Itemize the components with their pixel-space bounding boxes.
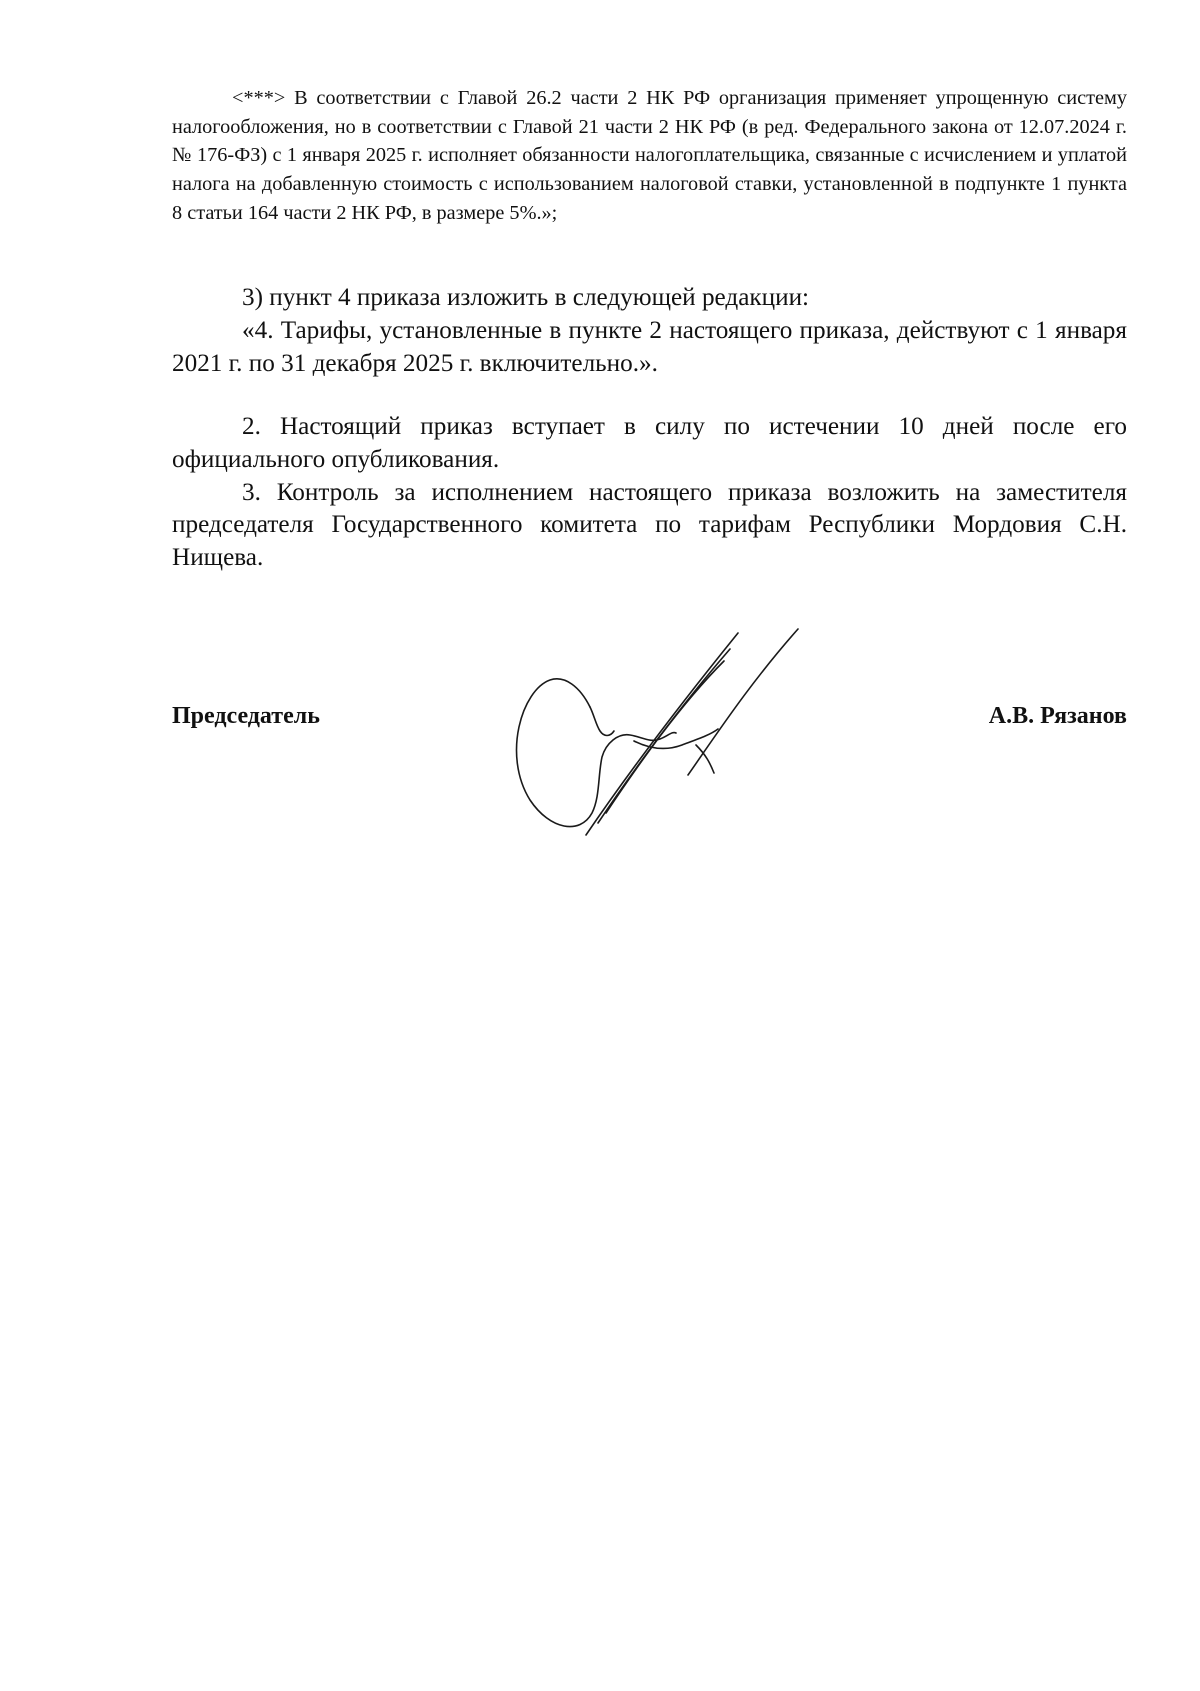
final-item-2: 2. Настоящий приказ вступает в силу по истечении 10 дней после его официального опубликования. bbox=[172, 413, 1127, 473]
footnote-section bbox=[172, 84, 1127, 228]
final-provisions-section bbox=[172, 411, 1127, 575]
signature-loop-stroke bbox=[517, 679, 676, 827]
signature-hook-stroke bbox=[590, 707, 614, 736]
amendment-item-3-quote: «4. Тарифы, установленные в пункте 2 настоящего приказа, действуют с 1 января 2021 г. по 31 декабря 2025 г. включительно.». bbox=[172, 316, 1127, 377]
final-item-3: 3. Контроль за исполнением настоящего приказа возложить на заместителя председателя Государственного комитета по тарифам Республики Мордовия С.Н. Нищева. bbox=[172, 478, 1127, 572]
amendment-item-3: 3) пункт 4 приказа изложить в следующей редакции: bbox=[242, 284, 810, 311]
signature-diagonal-stroke-4 bbox=[688, 629, 798, 775]
signatory-position: Председатель bbox=[172, 703, 320, 729]
signatory-name: А.В. Рязанов bbox=[988, 703, 1127, 729]
handwritten-signature-icon bbox=[510, 625, 830, 855]
amendment-section bbox=[172, 282, 1127, 380]
footnote-text: <***> В соответствии с Главой 26.2 части 2 НК РФ организация применяет упрощенную систему налогообложения, но в соответствии с Главой 21 части 2 НК РФ (в ред. Федерального закона от 12.07.2024 г. № 176-ФЗ) с 1 января 2025 г. исполняет обязанности налогоплательщика, связанные с исчислением и уплатой налога на добавленную стоимость с использованием налоговой ставки, установленной в подпункте 1 пункта 8 статьи 164 части 2 НК РФ, в размере 5%.»; bbox=[172, 87, 1127, 224]
